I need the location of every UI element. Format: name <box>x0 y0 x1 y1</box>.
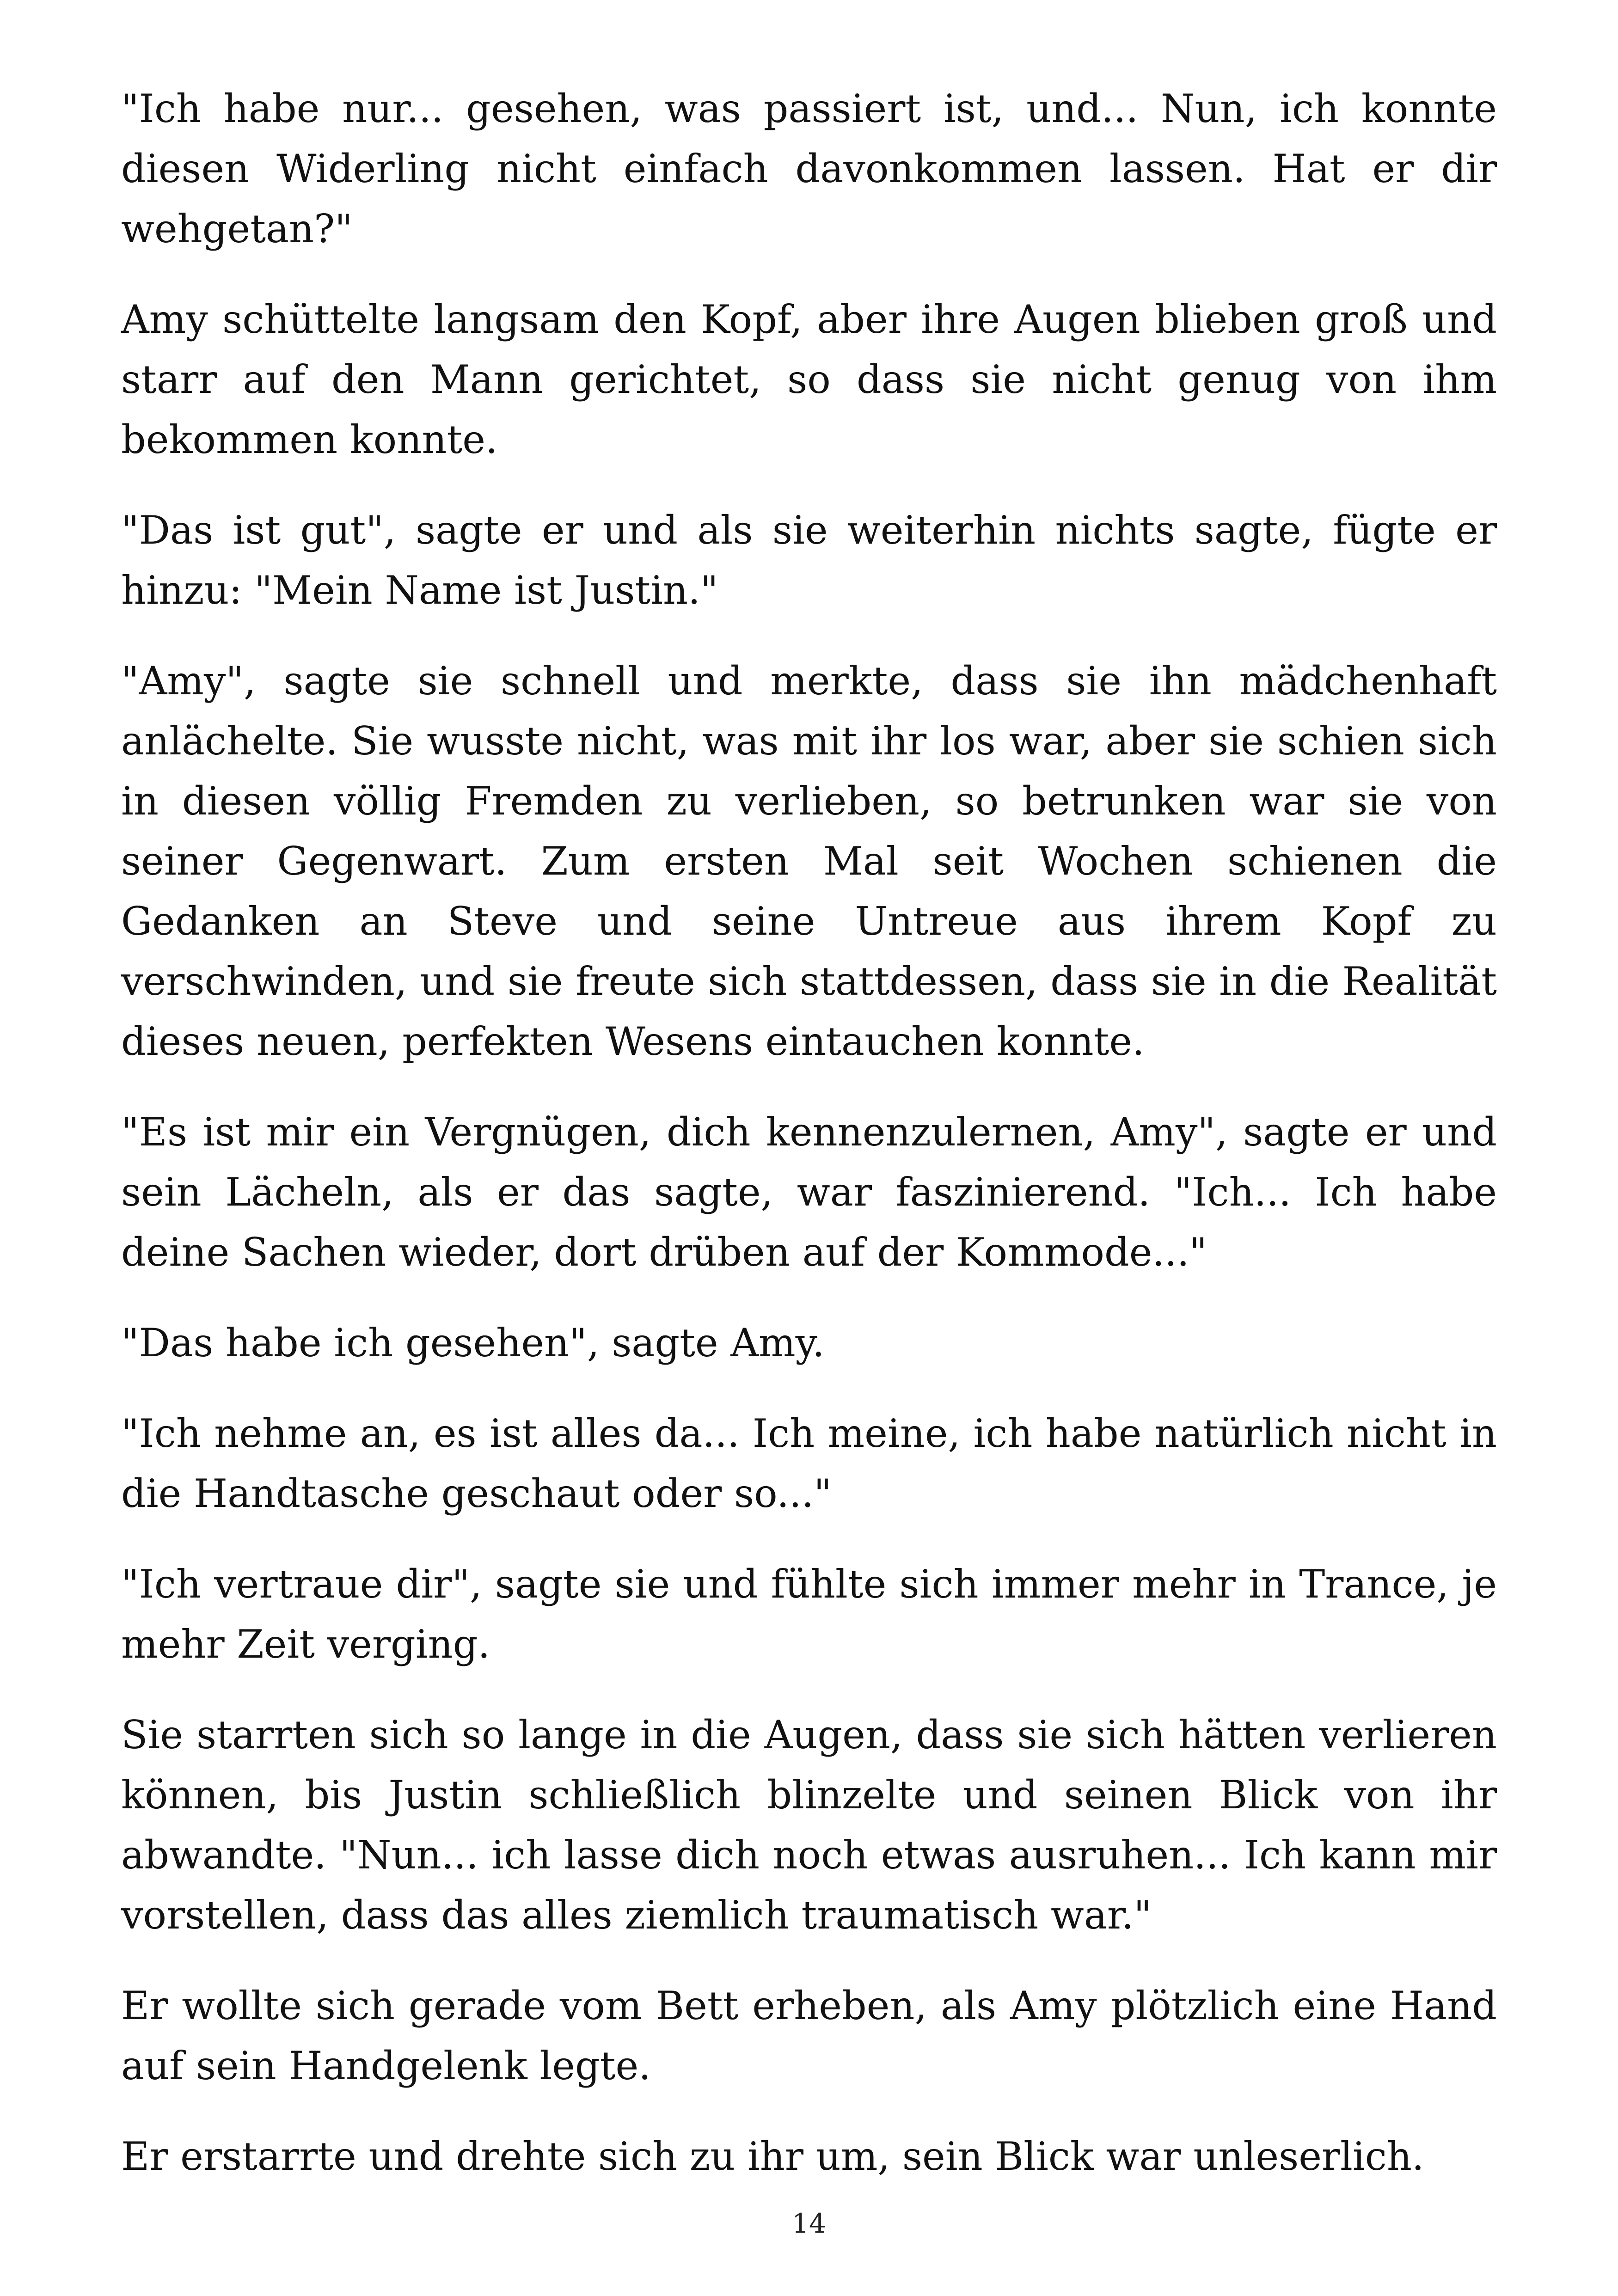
paragraph-5: "Es ist mir ein Vergnügen, dich kennenzulernen, Amy", sagte er und sein Lächeln, als er das sagte, war faszinierend. "Ich... Ich habe deine Sachen wieder, dort drüben auf der Kommode..." <box>121 1109 1497 1275</box>
paragraph-4: "Amy", sagte sie schnell und merkte, dass sie ihn mädchenhaft anlächelte. Sie wusste nicht, was mit ihr los war, aber sie schien sich in diesen völlig Fremden zu verlieben, so betrunken war sie von seiner Gegenwart. Zum ersten Mal seit Wochen schienen die Gedanken an Steve und seine Untreue aus ihrem Kopf zu verschwinden, und sie freute sich stattdessen, dass sie in die Realität dieses neuen, perfekten Wesens eintauchen konnte. <box>121 658 1497 1064</box>
paragraph-7: "Ich nehme an, es ist alles da... Ich meine, ich habe natürlich nicht in die Handtasche geschaut oder so..." <box>121 1411 1497 1516</box>
paragraph-1: "Ich habe nur... gesehen, was passiert ist, und... Nun, ich konnte diesen Widerling nicht einfach davonkommen lassen. Hat er dir wehgetan?" <box>121 86 1497 251</box>
body-text <box>121 79 1497 2217</box>
paragraph-8: "Ich vertraue dir", sagte sie und fühlte sich immer mehr in Trance, je mehr Zeit verging. <box>121 1561 1497 1667</box>
paragraph-6: "Das habe ich gesehen", sagte Amy. <box>121 1320 825 1365</box>
paragraph-2: Amy schüttelte langsam den Kopf, aber ihre Augen blieben groß und starr auf den Mann gerichtet, so dass sie nicht genug von ihm bekommen konnte. <box>121 297 1497 462</box>
paragraph-9: Sie starrten sich so lange in die Augen, dass sie sich hätten verlieren können, bis Justin schließlich blinzelte und seinen Blick von ihr abwandte. "Nun... ich lasse dich noch etwas ausruhen... Ich kann mir vorstellen, dass das alles ziemlich traumatisch war." <box>121 1712 1497 1938</box>
paragraph-11: Er erstarrte und drehte sich zu ihr um, sein Blick war unleserlich. <box>121 2134 1424 2179</box>
paragraph-3: "Das ist gut", sagte er und als sie weiterhin nichts sagte, fügte er hinzu: "Mein Name ist Justin." <box>121 508 1497 613</box>
page-number: 14 <box>792 2208 826 2239</box>
paragraph-10: Er wollte sich gerade vom Bett erheben, als Amy plötzlich eine Hand auf sein Handgelenk legte. <box>121 1983 1497 2088</box>
